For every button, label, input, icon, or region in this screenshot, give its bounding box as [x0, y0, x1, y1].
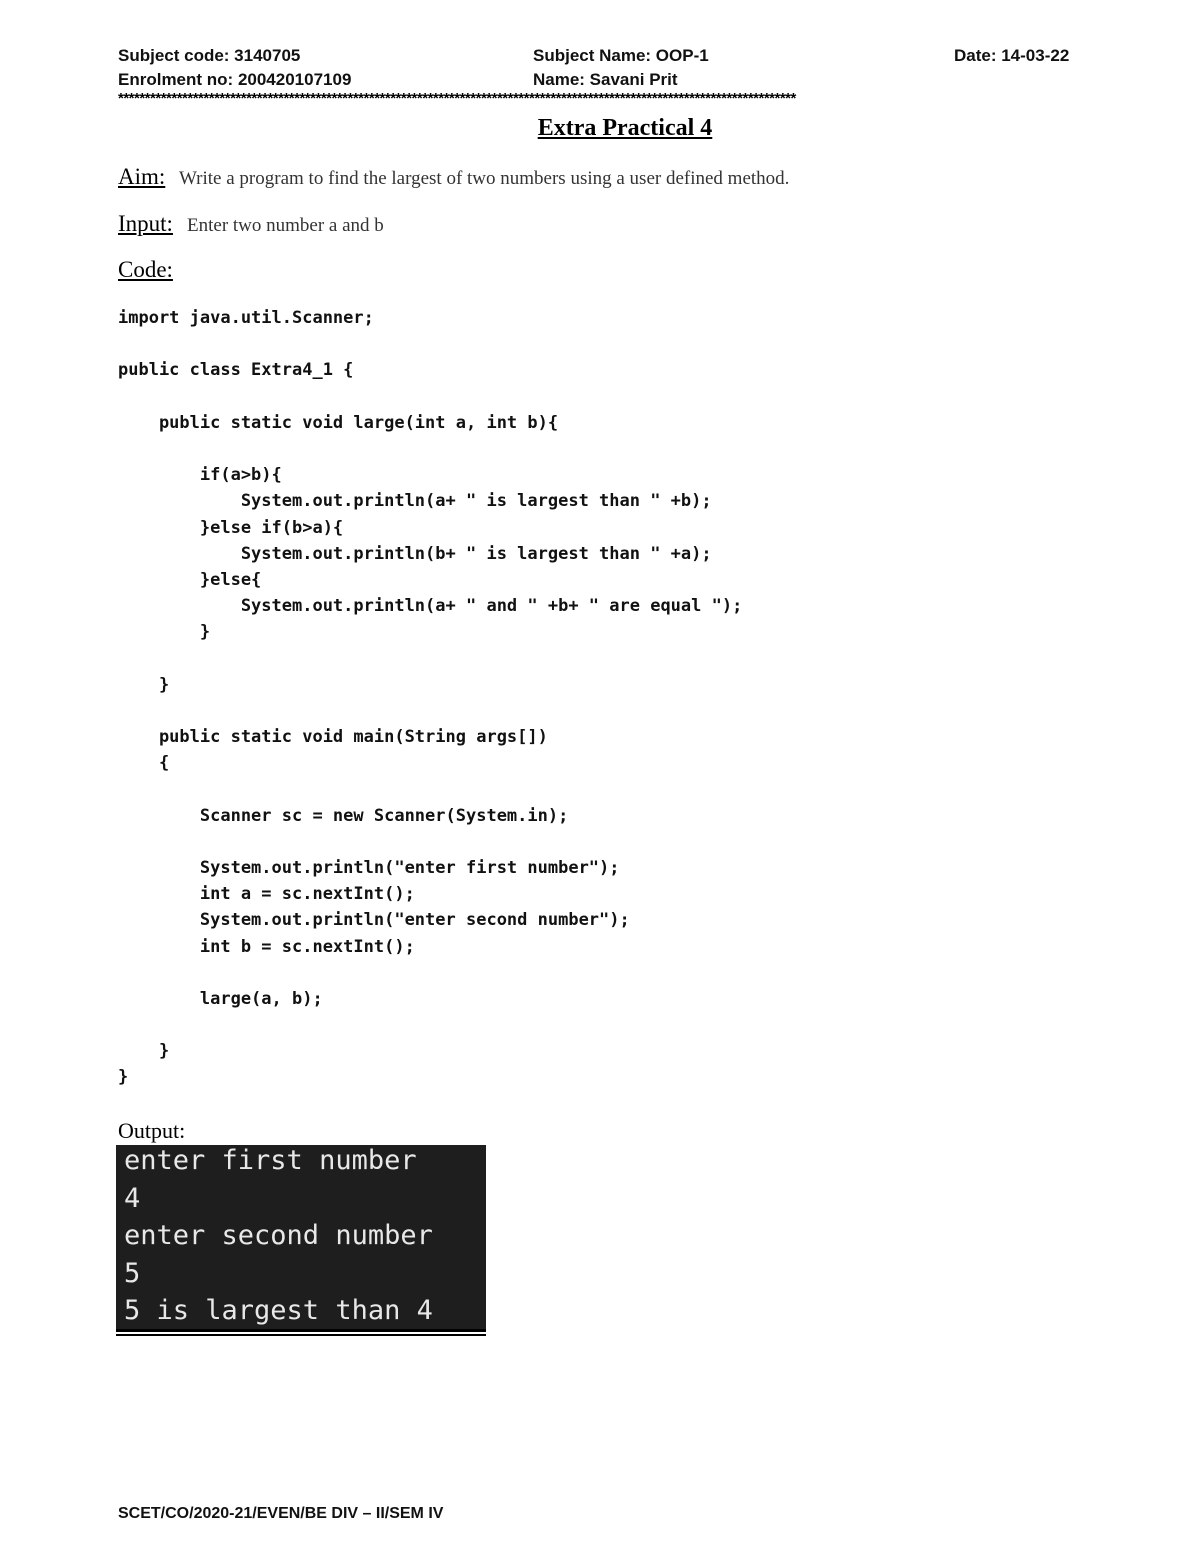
input-label: Input:: [118, 211, 173, 236]
console-line: enter second number: [124, 1220, 433, 1251]
date: Date: 14-03-22: [954, 46, 1070, 65]
code-line: if(a>b){: [118, 465, 282, 486]
code-line: int a = sc.nextInt();: [118, 884, 415, 905]
code-line: }else if(b>a){: [118, 517, 344, 538]
code-line: [118, 776, 742, 802]
aim-label: Aim:: [118, 164, 166, 189]
console-output: [116, 1145, 486, 1332]
code-line: {: [118, 753, 170, 774]
console-underline: [116, 1334, 486, 1336]
code-line: [118, 698, 742, 724]
code-line: }: [118, 622, 211, 643]
output-label: Output:: [118, 1118, 186, 1143]
console-line: 5: [124, 1257, 141, 1289]
code-line: }: [118, 674, 170, 695]
code-line: [118, 960, 742, 986]
subject-code: Subject code: 3140705: [118, 46, 301, 65]
code-block: [118, 305, 742, 1091]
enrolment-number: Enrolment no: 200420107109: [118, 70, 352, 89]
code-line: }: [118, 1041, 170, 1062]
code-line: [118, 331, 742, 357]
code-line: }: [118, 1067, 129, 1088]
header-separator: *******************************************************************************************************************************: [118, 92, 796, 106]
code-line: public class Extra4_1 {: [118, 360, 354, 381]
code-line: [118, 829, 742, 855]
code-line: [118, 645, 742, 671]
code-line: System.out.println("enter first number");: [118, 857, 620, 878]
code-line: System.out.println("enter second number");: [118, 910, 630, 931]
code-line: public static void main(String args[]): [118, 727, 548, 747]
code-line: Scanner sc = new Scanner(System.in);: [118, 805, 569, 826]
code-line: System.out.println(a+ " is largest than " +b);: [118, 491, 712, 512]
code-line: System.out.println(b+ " is largest than " +a);: [118, 543, 712, 564]
aim-text: Write a program to find the largest of two numbers using a user defined method.: [179, 168, 790, 189]
subject-name: Subject Name: OOP-1: [533, 46, 709, 65]
code-line: int b = sc.nextInt();: [118, 936, 415, 957]
code-line: [118, 436, 742, 462]
code-line: public static void large(int a, int b){: [118, 412, 559, 433]
console-line: 4: [124, 1182, 141, 1214]
code-line: import java.util.Scanner;: [118, 308, 374, 328]
console-line: 5 is largest than 4: [124, 1295, 433, 1326]
page-title: Extra Practical 4: [537, 115, 713, 141]
code-line: large(a, b);: [118, 988, 323, 1009]
page-footer: SCET/CO/2020-21/EVEN/BE DIV – II/SEM IV: [118, 1505, 444, 1522]
input-text: Enter two number a and b: [187, 215, 384, 236]
student-name: Name: Savani Prit: [533, 70, 678, 89]
code-line: [118, 384, 742, 410]
code-line: }else{: [118, 569, 262, 590]
console-line: enter first number: [124, 1145, 417, 1176]
code-line: [118, 1012, 742, 1038]
code-label: Code:: [118, 257, 173, 282]
code-line: System.out.println(a+ " and " +b+ " are equal ");: [118, 596, 743, 617]
